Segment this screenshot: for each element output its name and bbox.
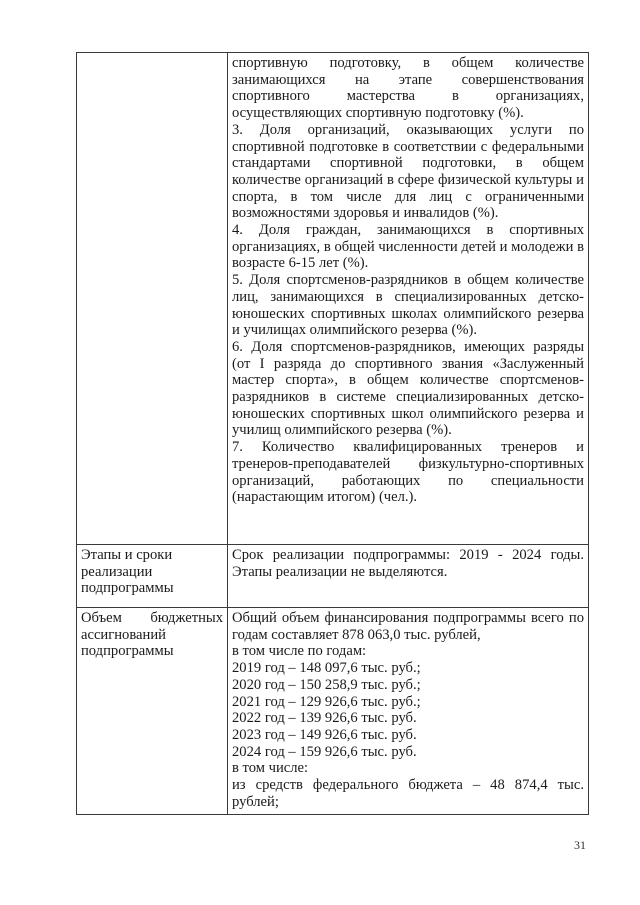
budget-year-line: 2019 год – 148 097,6 тыс. руб.; [232, 660, 421, 677]
table-row-budget [77, 608, 589, 815]
stages-value-cell [228, 545, 589, 608]
subprogram-passport-table [76, 52, 589, 815]
row-label-cell-empty [77, 53, 228, 545]
target-paragraph-3: 3. Доля организаций, оказывающих услуги по спортивной подготовке в соответствии с федеральными стандартами спортивной подготовки, в общем количестве организаций в сфере физической культуры и спорта, в том числе для лиц с ограниченными возможностями здоровья и инвалидов (%). [232, 121, 584, 222]
budget-label-line: ассигнований [81, 626, 166, 643]
stages-text: Срок реализации подпрограммы: 2019 - 2024 годы. Этапы реализации не выделяются. [232, 547, 584, 580]
stages-label-line: подпрограммы [81, 580, 174, 597]
budget-year-line: 2022 год – 139 926,6 тыс. руб. [232, 710, 417, 727]
stages-label-line: реализации [81, 563, 153, 580]
budget-including-label: в том числе: [232, 760, 309, 777]
budget-year-line: 2024 год – 159 926,6 тыс. руб. [232, 743, 417, 760]
targets-cell [228, 53, 589, 545]
target-paragraph-continued: спортивную подготовку, в общем количестве занимающихся на этапе совершенствования спортивного мастерства в организациях, осуществляющих спортивную подготовку (%). [232, 55, 584, 122]
budget-label-line: подпрограммы [81, 643, 174, 660]
target-paragraph-6: 6. Доля спортсменов-разрядников, имеющих разряды (от I разряда до спортивного звания «Заслуженный мастер спорта», в общем количестве спортсменов-разрядников в системе специализированных детско-юношеских спортивных школ олимпийского резерва и училищ олимпийского резерва (%). [232, 338, 584, 439]
target-paragraph-5: 5. Доля спортсменов-разрядников в общем количестве лиц, занимающихся в специализированных детско-юношеских спортивных школах олимпийского резерва и училищах олимпийского резерва (%). [232, 272, 584, 339]
budget-label-cell [77, 608, 228, 815]
budget-year-line: 2020 год – 150 258,9 тыс. руб.; [232, 676, 421, 693]
stages-label-line: Этапы и сроки [81, 547, 173, 563]
page-number: 31 [574, 838, 586, 852]
table-row-targets [77, 53, 589, 545]
stages-label-cell [77, 545, 228, 608]
budget-value-cell [228, 608, 589, 815]
target-paragraph-7: 7. Количество квалифицированных тренеров и тренеров-преподавателей физкультурно-спортивных организаций, работающих по специальности (нарастающим итогом) (чел.). [232, 439, 584, 506]
budget-year-line: 2023 год – 149 926,6 тыс. руб. [232, 726, 417, 743]
budget-by-years-label: в том числе по годам: [232, 643, 367, 660]
budget-year-line: 2021 год – 129 926,6 тыс. руб.; [232, 693, 421, 710]
table-row-stages [77, 545, 589, 608]
budget-intro: Общий объем финансирования подпрограммы всего по годам составляет 878 063,0 тыс. рублей, [232, 610, 584, 643]
target-paragraph-4: 4. Доля граждан, занимающихся в спортивных организациях, в общей численности детей и молодежи в возрасте 6-15 лет (%). [232, 222, 584, 272]
budget-federal-line: из средств федерального бюджета – 48 874,4 тыс. рублей; [232, 777, 584, 810]
budget-label-line: Объем бюджетных [81, 610, 223, 626]
